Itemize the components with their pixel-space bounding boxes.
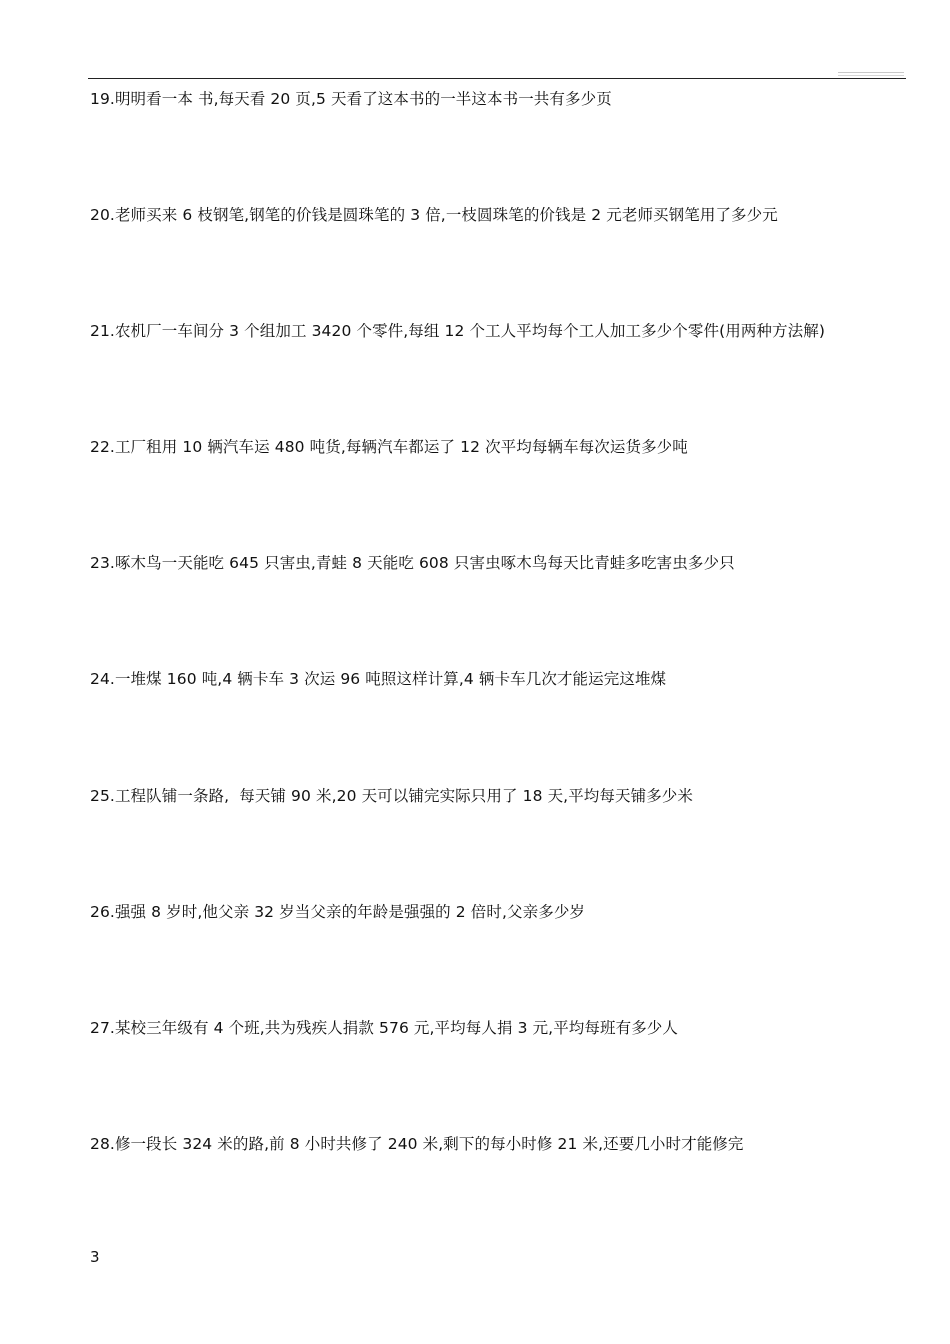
page-number: 3 (90, 1248, 100, 1266)
header-mark (838, 72, 904, 73)
problem-19: 19.明明看一本 书,每天看 20 页,5 天看了这本书的一半这本书一共有多少页 (90, 90, 612, 108)
problem-21: 21.农机厂一车间分 3 个组加工 3420 个零件,每组 12 个工人平均每个工人加工多少个零件(用两种方法解) (90, 322, 825, 340)
problem-23: 23.啄木鸟一天能吃 645 只害虫,青蛙 8 天能吃 608 只害虫啄木鸟每天比青蛙多吃害虫多少只 (90, 554, 735, 572)
problem-28: 28.修一段长 324 米的路,前 8 小时共修了 240 米,剩下的每小时修 21 米,还要几小时才能修完 (90, 1135, 744, 1153)
problem-20: 20.老师买来 6 枝钢笔,钢笔的价钱是圆珠笔的 3 倍,一枝圆珠笔的价钱是 2 元老师买钢笔用了多少元 (90, 206, 778, 224)
header-mark (838, 75, 904, 76)
problem-24: 24.一堆煤 160 吨,4 辆卡车 3 次运 96 吨照这样计算,4 辆卡车几次才能运完这堆煤 (90, 670, 667, 688)
problem-25: 25.工程队铺一条路, 每天铺 90 米,20 天可以铺完实际只用了 18 天,平均每天铺多少米 (90, 787, 693, 805)
header-rule (88, 78, 906, 79)
problem-22: 22.工厂租用 10 辆汽车运 480 吨货,每辆汽车都运了 12 次平均每辆车每次运货多少吨 (90, 438, 688, 456)
problem-26: 26.强强 8 岁时,他父亲 32 岁当父亲的年龄是强强的 2 倍时,父亲多少岁 (90, 903, 586, 921)
problem-27: 27.某校三年级有 4 个班,共为残疾人捐款 576 元,平均每人捐 3 元,平均每班有多少人 (90, 1019, 679, 1037)
